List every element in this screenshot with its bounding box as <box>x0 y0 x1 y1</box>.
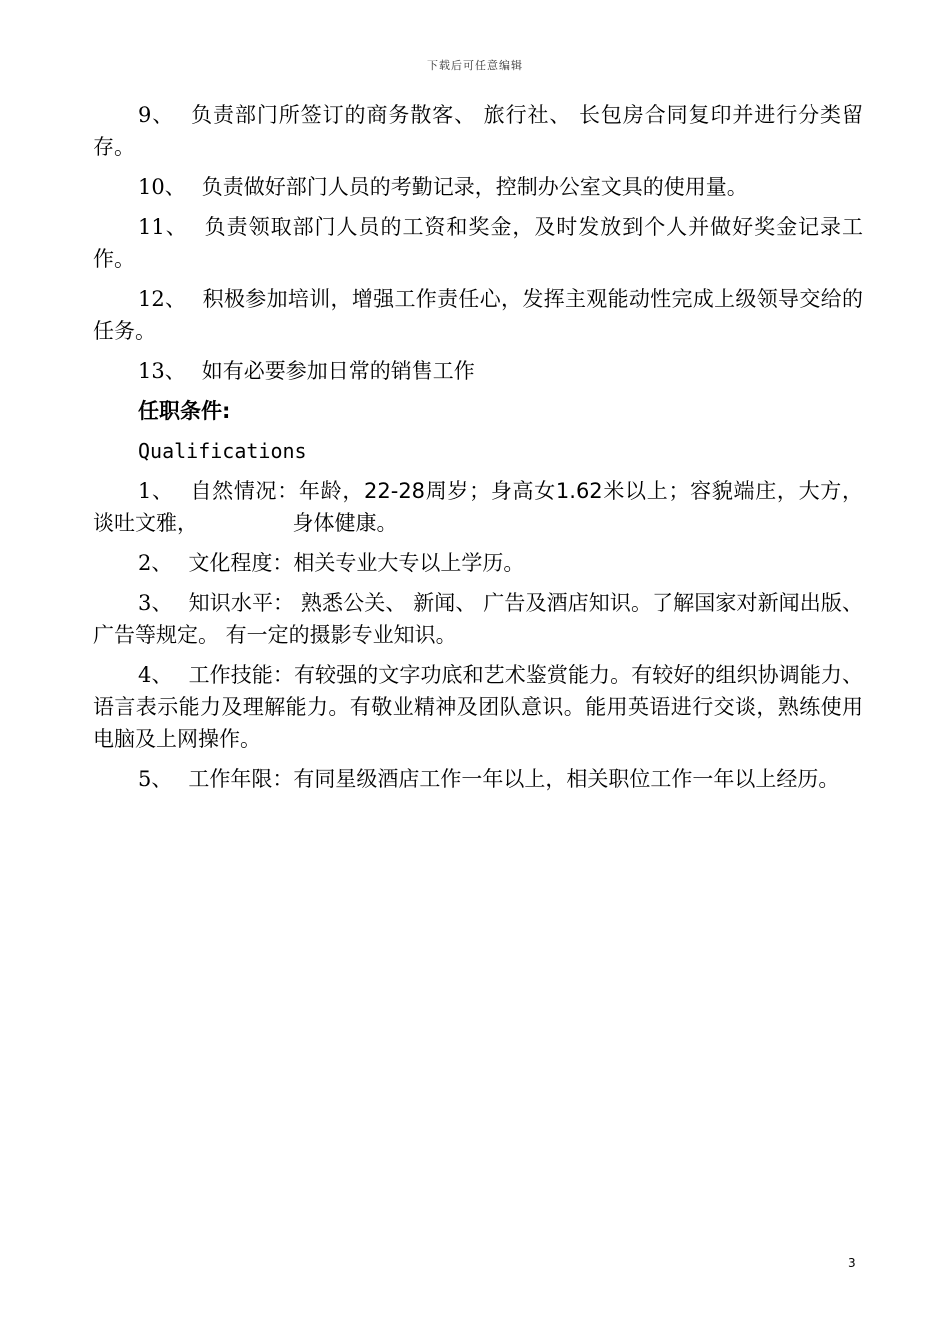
qualification-text: 自然情况：年龄，22-28周岁；身高女1.62米以上；容貌端庄，大方，谈吐文雅， 身体健康。 <box>93 479 863 535</box>
qualification-text: 工作技能：有较强的文字功底和艺术鉴赏能力。有较好的组织协调能力、 语言表示能力及理解能力。有敬业精神及团队意识。能用英语进行交谈，熟练使用电脑及上网操作。 <box>93 663 863 751</box>
qualification-number: 4、 <box>138 663 173 687</box>
qualification-item-1 <box>93 475 863 539</box>
duty-number: 13、 <box>138 359 186 383</box>
qualification-item-4 <box>93 659 863 755</box>
qualifications-subheading: Qualifications <box>138 439 307 463</box>
duty-text: 负责领取部门人员的工资和奖金，及时发放到个人并做好奖金记录工作。 <box>93 215 863 271</box>
page-number: 3 <box>848 1256 856 1270</box>
duty-item-9 <box>93 99 863 163</box>
duty-text: 负责做好部门人员的考勤记录，控制办公室文具的使用量。 <box>201 175 748 199</box>
page-header: 下载后可任意编辑 <box>427 59 523 72</box>
qualification-text: 知识水平： 熟悉公关、 新闻、 广告及酒店知识。了解国家对新闻出版、 广告等规定。 有一定的摄影专业知识。 <box>93 591 863 647</box>
duty-item-11 <box>93 211 863 275</box>
qualification-item-2 <box>93 547 863 579</box>
duty-text: 如有必要参加日常的销售工作 <box>201 359 475 383</box>
duty-number: 11、 <box>138 215 188 239</box>
qualification-item-3 <box>93 587 863 651</box>
qualifications-heading: 任职条件: <box>138 399 231 423</box>
duty-item-10 <box>93 171 863 203</box>
duty-item-13 <box>93 355 863 387</box>
qualification-item-5 <box>93 763 863 795</box>
document-body <box>93 99 863 803</box>
duty-number: 10、 <box>138 175 186 199</box>
qualification-number: 5、 <box>138 767 173 791</box>
qualification-text: 工作年限：有同星级酒店工作一年以上，相关职位工作一年以上经历。 <box>188 767 840 791</box>
duty-number: 9、 <box>138 103 175 127</box>
duty-item-12 <box>93 283 863 347</box>
qualification-number: 1、 <box>138 479 174 503</box>
duty-number: 12、 <box>138 287 187 311</box>
qualification-number: 2、 <box>138 551 173 575</box>
qualification-number: 3、 <box>138 591 173 615</box>
duty-text: 积极参加培训，增强工作责任心，发挥主观能动性完成上级领导交给的任务。 <box>93 287 863 343</box>
duty-text: 负责部门所签订的商务散客、 旅行社、 长包房合同复印并进行分类留存。 <box>93 103 863 159</box>
qualification-text: 文化程度：相关专业大专以上学历。 <box>188 551 525 575</box>
